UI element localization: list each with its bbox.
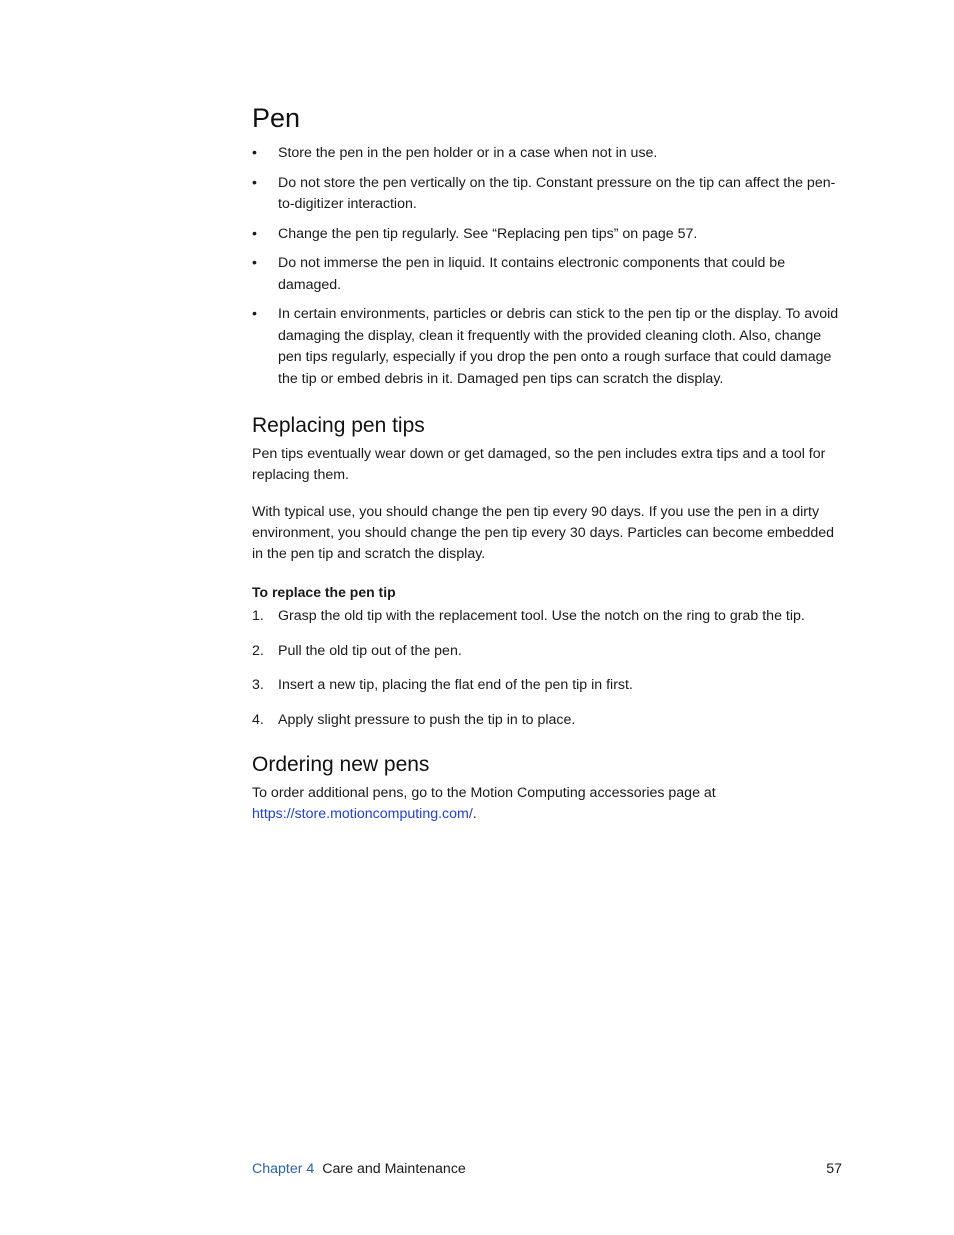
paragraph: With typical use, you should change the pen tip every 90 days. If you use the pen in a dirty environment, you should change the pen tip every 30 days. Particles can become embedded in the pen tip and scratch the display. [252, 504, 835, 562]
procedure-heading: To replace the pen tip [252, 584, 396, 600]
bullet-marker: • [252, 306, 257, 322]
step-item [252, 641, 844, 663]
list-item-text: Do not store the pen vertically on the tip. Constant pressure on the tip can affect the pen-to-digitizer interaction. [278, 174, 836, 212]
list-item [252, 253, 844, 296]
step-number: 3. [252, 677, 264, 693]
step-item [252, 710, 844, 732]
ordering-text: To order additional pens, go to the Motion Computing accessories page at [252, 785, 716, 801]
paragraph: Pen tips eventually wear down or get damaged, so the pen includes extra tips and a tool for replacing them. [252, 446, 826, 483]
list-item-text: Change the pen tip regularly. See “Replacing pen tips” on page 57. [278, 225, 698, 242]
step-number: 2. [252, 642, 264, 659]
step-text: Pull the old tip out of the pen. [278, 642, 462, 659]
store-link[interactable]: https://store.motioncomputing.com/ [252, 806, 473, 822]
bullet-marker: • [252, 255, 257, 271]
step-item [252, 675, 844, 697]
page-footer [252, 1161, 844, 1177]
step-text: Grasp the old tip with the replacement tool. Use the notch on the ring to grab the tip. [278, 608, 805, 624]
list-item-text: Store the pen in the pen holder or in a case when not in use. [278, 145, 658, 161]
bullet-marker: • [252, 174, 257, 191]
step-item [252, 606, 844, 628]
bullet-marker: • [252, 145, 257, 161]
ordering-end: . [472, 806, 477, 822]
footer-chapter: Chapter 4 [252, 1161, 315, 1177]
list-item [252, 224, 844, 246]
list-item-text: In certain environments, particles or debris can stick to the pen tip or the display. To avoid damaging the display, clean it frequently with the provided cleaning cloth. Also, change pen tips regularly, especially if you drop the pen onto a rough surface that could damage the tip or embed debris in it. Damaged pen tips can scratch the display. [278, 306, 839, 387]
ordering-paragraph [252, 783, 844, 825]
list-item [252, 143, 844, 165]
step-number: 4. [252, 711, 264, 728]
list-item [252, 173, 844, 216]
bullet-marker: • [252, 225, 257, 242]
section-title-ordering: Ordering new pens [252, 753, 430, 776]
step-text: Insert a new tip, placing the flat end of the pen tip in first. [278, 677, 633, 693]
pen-care-list [252, 143, 844, 398]
section-title-pen: Pen [252, 103, 301, 133]
section-title-replacing: Replacing pen tips [252, 414, 425, 437]
footer-chapter-title: Care and Maintenance [322, 1161, 466, 1177]
list-item-text: Do not immerse the pen in liquid. It contains electronic components that could be damaged. [278, 255, 786, 293]
step-number: 1. [252, 608, 264, 624]
step-text: Apply slight pressure to push the tip in to place. [278, 711, 576, 728]
procedure-steps [252, 606, 844, 744]
list-item [252, 304, 844, 390]
page-number: 57 [826, 1161, 842, 1177]
